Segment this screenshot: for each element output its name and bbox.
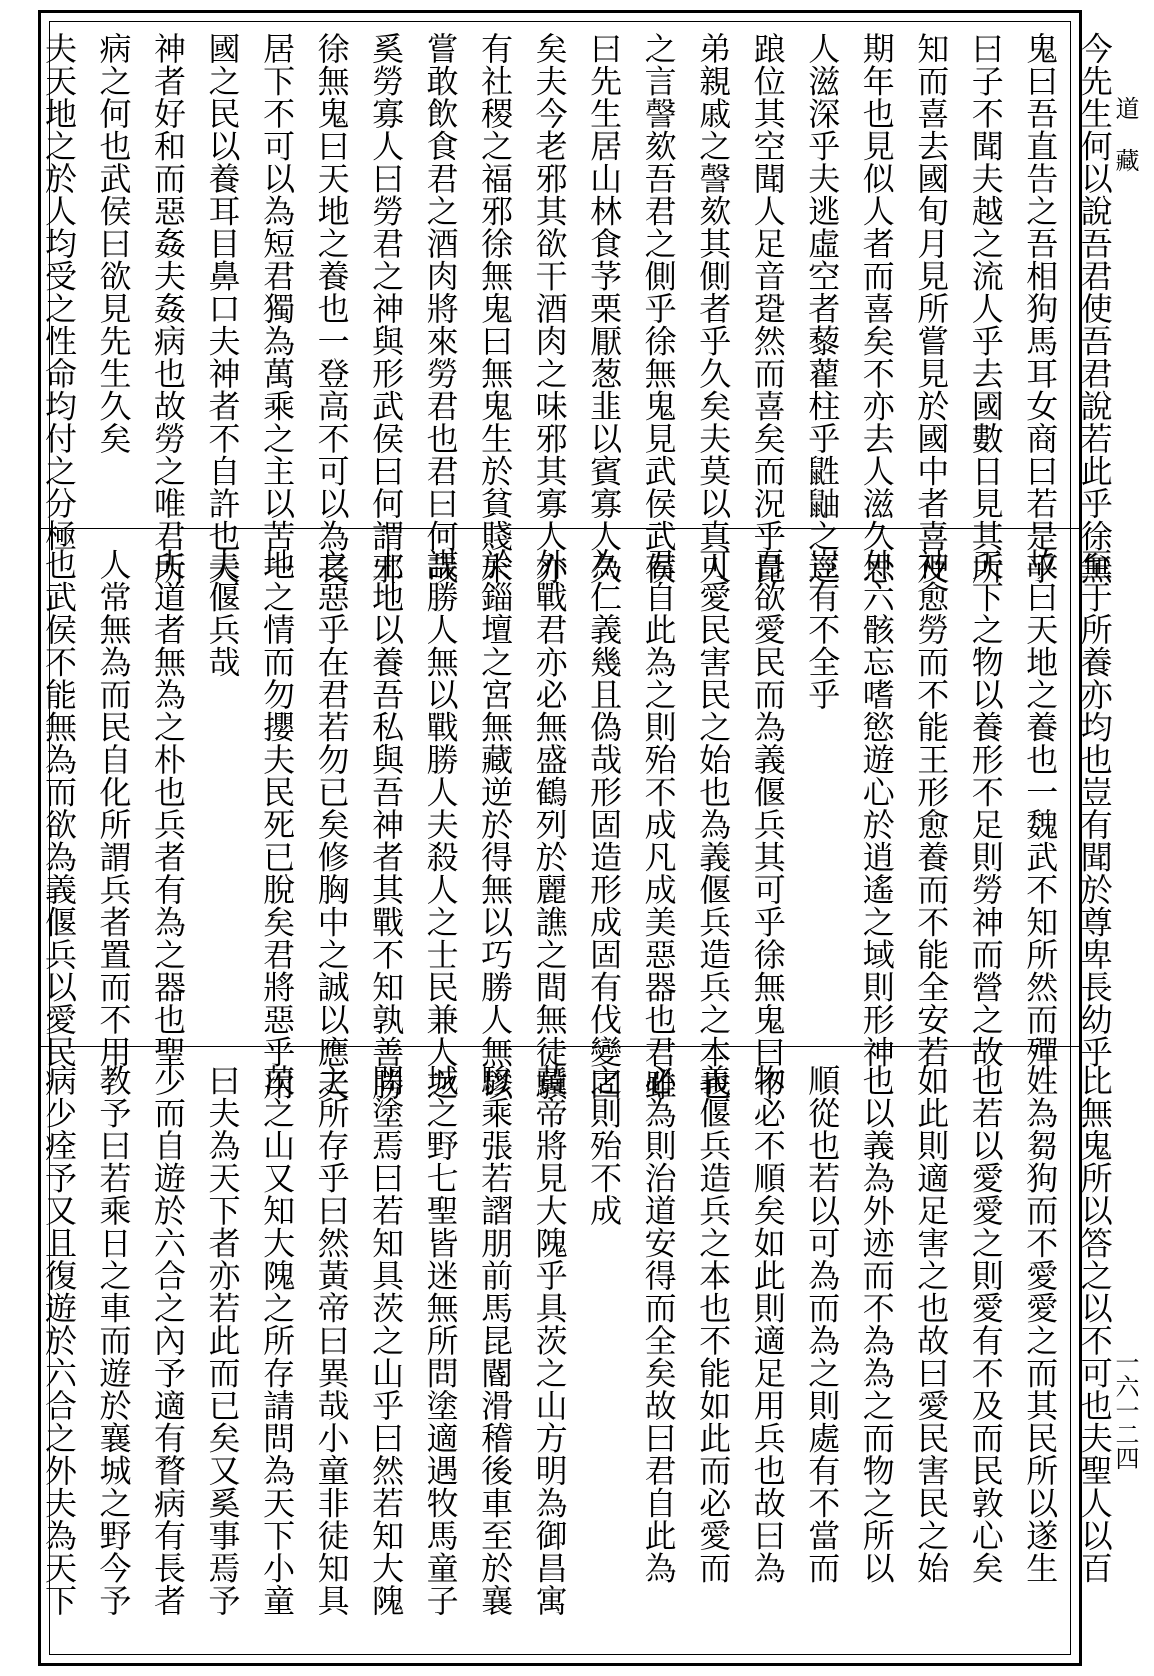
side-title: 道 藏: [1111, 96, 1139, 172]
text-column: 故曰天地之養也一魏武不知所然而殫: [1021, 548, 1060, 1068]
text-column: 豈有不全乎: [803, 548, 842, 711]
text-column: 君自此為之則殆不成凡成美惡器也君雖: [639, 548, 678, 1101]
text-column: 神愈勞而不能王形愈養而不能全安若: [912, 548, 951, 1068]
text-column: 謀勝人無以戰勝人夫殺人之士民兼人之: [421, 548, 460, 1101]
text-column: 神者好和而惡姦夫姦病也故勞之唯君所: [149, 32, 188, 585]
register-bottom: [42, 1064, 1112, 1654]
text-column: 順從也若以可為而為之則處有不當而: [803, 1064, 842, 1584]
text-column: 為仁義幾且偽哉形固造形成固有伐變固: [585, 548, 624, 1101]
text-column: 比無鬼所以答之以不可也夫聖人以百: [1075, 1064, 1114, 1584]
text-column: 驂乘張若謵朋前馬昆閽滑稽後車至於襄: [476, 1064, 515, 1617]
text-column: 人滋深乎夫逃虛空者藜藋柱乎鼪鼬之逕: [803, 32, 842, 585]
text-column: 人常無為而民自化所謂兵者置而不用: [94, 548, 133, 1068]
text-column: 天下之物以養形不足則勞神而營之故: [966, 548, 1005, 1068]
text-column: 嘗敢飲食君之酒肉將來勞君也君曰何哉: [421, 32, 460, 585]
text-column: 今先生何以說吾君使吾君說若此乎徐無: [1075, 32, 1114, 585]
text-column: 之惡乎在君若勿已矣修胸中之誠以應天: [312, 548, 351, 1101]
text-column: 茨之山又知大隗之所存請問為天下小童: [258, 1064, 297, 1617]
text-column: 義偃兵造兵之本也不能如此而必愛而: [694, 1064, 733, 1584]
text-column: 外戰君亦必無盛鶴列於麗譙之間無徒驥: [530, 548, 569, 1101]
text-column: 土地以養吾私與吾神者其戰不知孰善勝: [367, 548, 406, 1101]
text-column: 居下不可以為短君獨為萬乘之主以苦一: [258, 32, 297, 585]
text-column: 踉位其空聞人足音跫然而喜矣而況乎昆: [748, 32, 787, 585]
text-column: 徐無鬼曰天地之養也一登高不可以為長: [312, 32, 351, 585]
text-column: 也若以愛愛之則愛有不及而民敦心矣: [966, 1064, 1005, 1584]
text-column: 弟親戚之謦欬其側者乎久矣夫莫以真人: [694, 32, 733, 585]
text-column: 國之民以養耳目鼻口夫神者不自許也夫: [203, 32, 242, 585]
text-column: 吾欲愛民而為義偃兵其可乎徐無鬼曰不: [748, 548, 787, 1101]
text-column: 姓為芻狗而不愛愛之而其民所以遂生: [1021, 1064, 1060, 1584]
text-column: 如此則適足害之也故曰愛民害民之始: [912, 1064, 951, 1584]
text-column: 少而自遊於六合之內予適有瞀病有長者: [149, 1064, 188, 1617]
text-column: 有社稷之福邪徐無鬼曰無鬼生於貧賤未: [476, 32, 515, 585]
text-column: 至于所養亦均也豈有聞於尊卑長幼乎: [1075, 548, 1114, 1068]
text-column: 於錙壇之宮無藏逆於得無以巧勝人無以: [476, 548, 515, 1101]
text-column: 夫天地之於人均受之性命均付之分極: [40, 32, 78, 552]
text-column: 之言謦欬吾君之側乎徐無鬼見武侯武侯: [639, 32, 678, 585]
text-column: 物必不順矣如此則適足用兵也故曰為: [748, 1064, 787, 1584]
page-number: 一六一二四: [1111, 1350, 1139, 1470]
text-column: 地之情而勿攖夫民死已脫矣君將惡乎用: [258, 548, 297, 1101]
text-column: 夫道者無為之朴也兵者有為之器也聖: [149, 548, 188, 1068]
text-column: 可愛民害民之始也為義偃兵造兵之本也: [694, 548, 733, 1101]
register-top: [40, 32, 1114, 585]
text-column: 夫偃兵哉: [203, 548, 242, 678]
text-column: 曰子不聞夫越之流人乎去國數日見其所: [966, 32, 1005, 585]
text-column: 矣夫今老邪其欲干酒肉之味邪其寡人亦: [530, 32, 569, 585]
text-column: 知而喜去國旬月見所嘗見於國中者喜及: [912, 32, 951, 585]
text-column: 曰夫為天下者亦若此而已矣又奚事焉予: [203, 1064, 242, 1617]
text-column: 問塗焉曰若知具茨之山乎曰然若知大隗: [367, 1064, 406, 1617]
text-column: 奚勞寡人曰勞君之神與形武侯曰何謂邪: [367, 32, 406, 585]
text-column: 也以義為外迹而不為為之而物之所以: [857, 1064, 896, 1584]
text-column: 也武侯不能無為而欲為義偃兵以愛民: [40, 548, 78, 1068]
text-column: 病少痊予又且復遊於六合之外夫為天下: [40, 1064, 78, 1617]
text-column: 城之野七聖皆迷無所問塗適遇牧馬童子: [421, 1064, 460, 1617]
text-column: 之則殆不成: [585, 1064, 624, 1227]
text-column: 鬼曰吾直告之吾相狗馬耳女商曰若是乎: [1021, 32, 1060, 585]
text-column: 必為則治道安得而全矣故曰君自此為: [639, 1064, 678, 1584]
register-middle: [40, 548, 1114, 1101]
text-column: 外六骸忘嗜慾遊心於逍遙之域則形神: [857, 548, 896, 1068]
text-column: 病之何也武侯曰欲見先生久矣: [94, 32, 133, 455]
text-column: 曰先生居山林食芧栗厭葱韭以賓寡人久: [585, 32, 624, 585]
text-column: 期年也見似人者而喜矣不亦去人滋久思: [857, 32, 896, 585]
text-column: 之所存乎曰然黃帝曰異哉小童非徒知具: [312, 1064, 351, 1617]
text-column: 黃帝將見大隗乎具茨之山方明為御昌寓: [530, 1064, 569, 1617]
text-column: 教予曰若乘日之車而遊於襄城之野今予: [94, 1064, 133, 1617]
